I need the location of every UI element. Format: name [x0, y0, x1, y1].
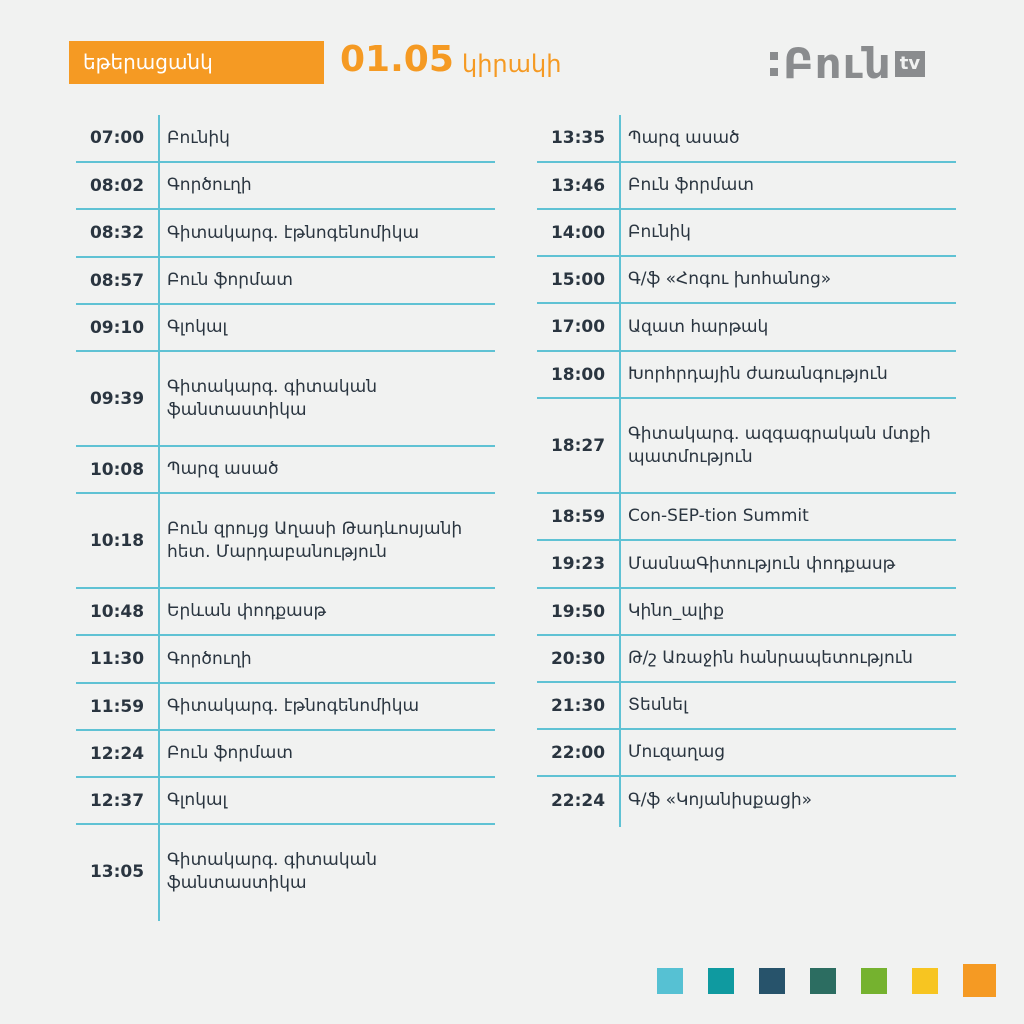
program-time: 10:08	[89, 459, 145, 480]
schedule-row	[537, 115, 956, 163]
program-time: 13:35	[550, 128, 606, 148]
program-title: Բուն զրույց Աղասի Թադևոսյանի հետ. Մարդաբանություն	[167, 518, 463, 562]
schedule-row	[76, 210, 495, 258]
schedule-weekday: կիրակի	[462, 50, 562, 78]
color-swatch	[963, 964, 996, 997]
program-time: 10:18	[89, 530, 145, 551]
schedule-row	[537, 494, 956, 541]
schedule-row	[537, 683, 956, 730]
program-title: Գլոկալ	[167, 790, 228, 810]
schedule-row	[537, 352, 956, 399]
schedule-row	[537, 163, 956, 210]
program-time: 07:00	[89, 128, 145, 148]
schedule-row	[76, 825, 495, 919]
channel-logo	[770, 39, 925, 88]
program-title: Գ/ֆ «Հոգու խոհանոց»	[628, 269, 832, 289]
program-time: 19:50	[550, 601, 606, 622]
schedule-row	[76, 115, 495, 163]
schedule-date: 01.05	[340, 39, 454, 80]
program-title: Գիտակարգ. էթնոգենոմիկա	[167, 222, 420, 243]
color-swatch	[759, 968, 785, 994]
schedule-row	[537, 730, 956, 777]
program-title: Ազատ հարթակ	[628, 316, 769, 337]
program-title: Պարզ ասած	[628, 127, 740, 148]
program-title: Գլոկալ	[167, 317, 228, 337]
schedule-row	[76, 589, 495, 636]
program-time: 19:23	[550, 554, 606, 574]
program-title: Խորհրդային ժառանգություն	[628, 364, 888, 384]
program-time: 08:57	[89, 270, 145, 291]
program-title: Գիտակարգ. էթնոգենոմիկա	[167, 696, 420, 716]
program-time: 18:59	[550, 506, 606, 527]
program-title: Բունիկ	[167, 127, 230, 148]
program-title: ՄասնաԳիտություն փոդքասթ	[628, 553, 896, 574]
program-time: 18:27	[550, 435, 606, 456]
program-time: 21:30	[550, 695, 606, 716]
color-swatch	[810, 968, 836, 994]
program-title: Մուզաղաց	[628, 742, 726, 762]
program-time: 18:00	[550, 364, 606, 385]
schedule-row	[76, 305, 495, 352]
program-title: Գ/ֆ «Կոյանիսքացի»	[628, 790, 813, 810]
program-title: Երևան փոդքասթ	[167, 601, 327, 621]
schedule-row	[537, 636, 956, 683]
program-time: 12:24	[89, 743, 145, 764]
color-swatches	[657, 968, 996, 997]
program-title: Թ/շ Առաջին հանրապետություն	[628, 648, 913, 668]
color-swatch	[657, 968, 683, 994]
schedule-row	[76, 163, 495, 210]
schedule-row	[537, 399, 956, 494]
schedule-row	[76, 778, 495, 825]
schedule-row	[537, 777, 956, 824]
program-time: 17:00	[550, 317, 606, 337]
color-swatch	[861, 968, 887, 994]
logo-colon-icon	[770, 52, 778, 76]
program-time: 11:59	[89, 696, 145, 717]
program-title: Բուն ֆորմատ	[167, 743, 293, 763]
color-swatch	[912, 968, 938, 994]
logo-tv-badge: tv	[895, 51, 925, 77]
schedule-badge: եթերացանկ	[69, 41, 324, 84]
schedule-row	[537, 210, 956, 257]
program-title: Տեսնել	[628, 695, 688, 715]
program-time: 10:48	[89, 601, 145, 622]
logo-wordmark: Բուն	[783, 39, 892, 88]
color-swatch	[708, 968, 734, 994]
program-time: 22:00	[550, 742, 606, 763]
program-title: Բունիկ	[628, 222, 691, 242]
schedule-row	[76, 731, 495, 778]
schedule-row	[76, 447, 495, 494]
program-time: 09:10	[89, 317, 145, 338]
program-title: Բուն ֆորմատ	[628, 175, 754, 195]
schedule-row	[537, 257, 956, 304]
schedule-row	[76, 352, 495, 447]
schedule-row	[537, 304, 956, 352]
program-title: Գործուղի	[167, 175, 252, 195]
program-title: Գործուղի	[167, 648, 252, 669]
program-time: 20:30	[550, 648, 606, 669]
program-title: Կինո_ալիք	[628, 601, 725, 621]
program-time: 13:46	[550, 175, 606, 196]
program-title: Բուն ֆորմատ	[167, 270, 293, 290]
schedule-row	[76, 494, 495, 589]
program-time: 22:24	[550, 790, 606, 811]
program-time: 13:05	[89, 862, 145, 882]
schedule-row	[537, 589, 956, 636]
program-title: Գիտակարգ. գիտական ֆանտաստիկա	[167, 850, 377, 893]
program-time: 11:30	[89, 649, 145, 669]
program-time: 08:32	[89, 223, 145, 243]
program-title: Գիտակարգ. ազգագրական մտքի պատմություն	[628, 423, 931, 467]
schedule-row	[76, 684, 495, 731]
program-time: 08:02	[89, 175, 145, 196]
program-time: 14:00	[550, 222, 606, 243]
program-title: Պարզ ասած	[167, 459, 279, 479]
program-title: Con-SEP-tion Summit	[628, 506, 809, 526]
schedule-column-right	[537, 115, 956, 824]
program-time: 12:37	[89, 790, 145, 811]
program-title: Գիտակարգ. գիտական ֆանտաստիկա	[167, 376, 377, 420]
program-time: 15:00	[550, 269, 606, 290]
program-time: 09:39	[89, 388, 145, 409]
schedule-row	[76, 258, 495, 305]
schedule-row	[537, 541, 956, 589]
schedule-column-left	[76, 115, 495, 919]
schedule-row	[76, 636, 495, 684]
